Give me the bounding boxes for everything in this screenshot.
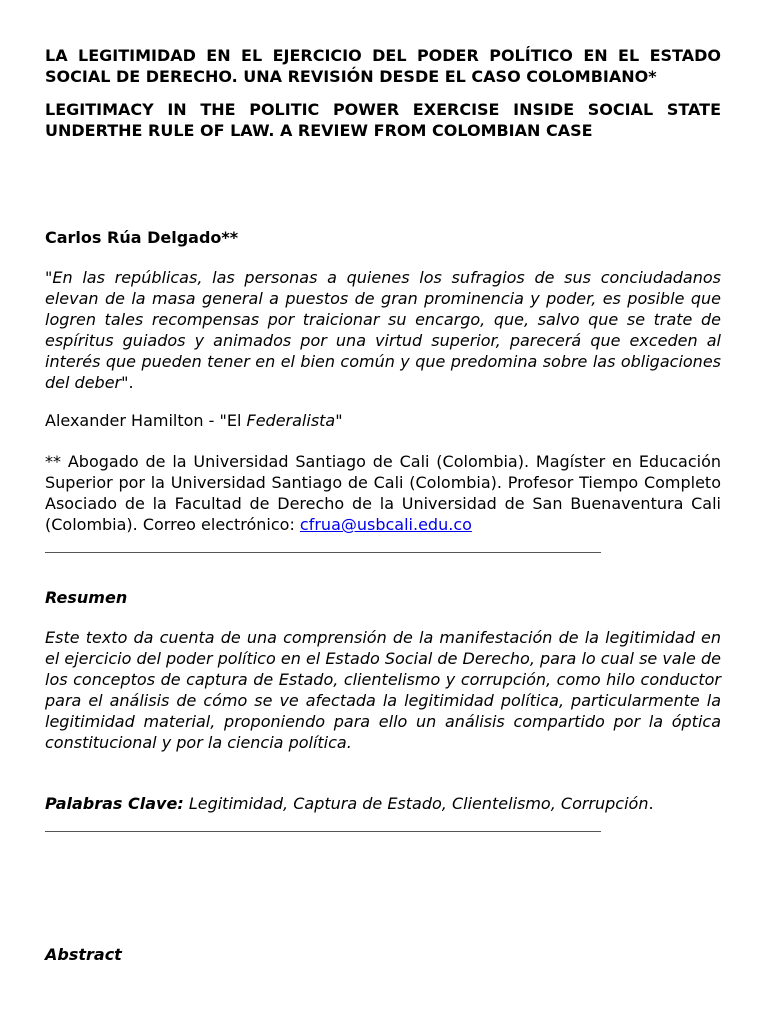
title-spanish: LA LEGITIMIDAD EN EL EJERCICIO DEL PODER POLÍTICO EN EL ESTADO SOCIAL DE DERECHO. UNA REVISIÓN DESDE EL CASO COLOMBIANO* — [45, 46, 721, 86]
document-page — [45, 45, 721, 964]
section-divider — [45, 552, 601, 553]
section-divider — [45, 831, 601, 832]
attribution-prefix: Alexander Hamilton - "El — [45, 411, 247, 430]
resumen-heading: Resumen — [45, 588, 128, 607]
epigraph-quote — [45, 267, 721, 393]
quote-close-mark: ". — [121, 373, 134, 392]
quote-text: En las repúblicas, las personas a quienes los sufragios de sus conciudadanos elevan de la masa general a puestos de gran prominencia y poder, es posible que logren tales recompensas por traicionar su encargo, que, salvo que se trate de espíritus guiados y animados por una virtud superior, parecerá que exceden al interés que pueden tener en el bien común y que predomina sobre las obligaciones del deber — [45, 268, 721, 392]
keywords-line — [45, 794, 654, 814]
keywords-label: Palabras Clave: — [45, 794, 184, 813]
keywords-list: Legitimidad, Captura de Estado, Clientelismo, Corrupción — [188, 794, 649, 813]
quote-open-mark: " — [45, 268, 53, 287]
attribution-work: Federalista — [246, 411, 336, 430]
title-english: LEGITIMACY IN THE POLITIC POWER EXERCISE INSIDE SOCIAL STATE UNDERTHE RULE OF LAW. A REVIEW FROM COLOMBIAN CASE — [45, 100, 721, 140]
author-name: Carlos Rúa Delgado** — [45, 228, 239, 247]
keywords-end: . — [648, 794, 654, 813]
abstract-heading: Abstract — [45, 945, 122, 964]
resumen-body: Este texto da cuenta de una comprensión de la manifestación de la legitimidad en el ejercicio del poder político en el Estado Social de Derecho, para lo cual se vale de los conceptos de captura de Estado, clientelismo y corrupción, como hilo conductor para el análisis de cómo se ve afectada la legitimidad política, particularmente la legitimidad material, proponiendo para ello un análisis compartido por la óptica constitucional y por la ciencia política. — [45, 628, 721, 752]
footnote-text: ** Abogado de la Universidad Santiago de Cali (Colombia). Magíster en Educación Superior por la Universidad Santiago de Cali (Colombia). Profesor Tiempo Completo Asociado de la Facultad de Derecho de la Universidad de San Buenaventura Cali (Colombia). Correo electrónico: — [45, 452, 721, 534]
author-footnote — [45, 451, 721, 535]
author-email-link[interactable]: cfrua@usbcali.edu.co — [299, 515, 472, 534]
attribution-suffix: " — [335, 411, 343, 430]
epigraph-attribution — [45, 411, 343, 431]
